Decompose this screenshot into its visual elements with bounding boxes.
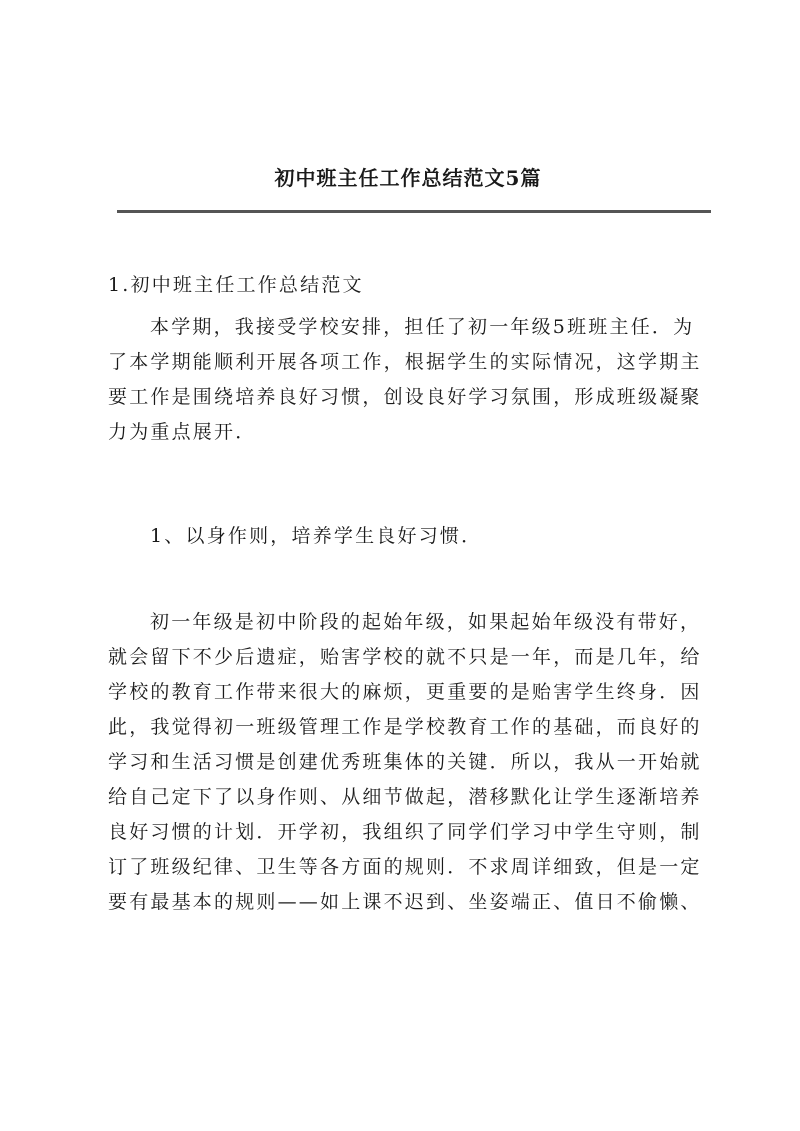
intro-paragraph [108, 310, 708, 450]
paragraph-line: 此，我觉得初一班级管理工作是学校教育工作的基础，而良好的 [108, 716, 702, 738]
paragraph-line: 学校的教育工作带来很大的麻烦，更重要的是贻害学生终身．因 [108, 681, 702, 703]
paragraph-line: 就会留下不少后遗症，贻害学校的就不只是一年，而是几年，给 [108, 646, 702, 668]
paragraph-line: 学习和生活习惯是创建优秀班集体的关键．所以，我从一开始就 [108, 751, 702, 773]
paragraph-line: 初一年级是初中阶段的起始年级，如果起始年级没有带好， [150, 611, 702, 633]
point-heading-text: 1、以身作则，培养学生良好习惯． [150, 525, 483, 547]
body-paragraph [108, 605, 708, 920]
paragraph-line: 订了班级纪律、卫生等各方面的规则．不求周详细致，但是一定 [108, 856, 702, 878]
paragraph-line: 要有最基本的规则——如上课不迟到、坐姿端正、值日不偷懒、 [108, 891, 702, 913]
paragraph-line: 力为重点展开． [108, 421, 257, 443]
section-heading [108, 268, 708, 303]
document-title: 初中班主任工作总结范文5篇 [274, 166, 542, 190]
title-underline [117, 210, 711, 213]
paragraph-line: 良好习惯的计划．开学初，我组织了同学们学习中学生守则，制 [108, 821, 702, 843]
paragraph-line: 要工作是围绕培养良好习惯，创设良好学习氛围，形成班级凝聚 [108, 386, 702, 408]
point-heading [108, 519, 708, 554]
paragraph-line: 本学期，我接受学校安排，担任了初一年级5班班主任．为 [150, 316, 695, 338]
paragraph-line: 了本学期能顺利开展各项工作，根据学生的实际情况，这学期主 [108, 351, 702, 373]
paragraph-line: 给自己定下了以身作则、从细节做起，潜移默化让学生逐渐培养 [108, 786, 702, 808]
section-heading-text: 1.初中班主任工作总结范文 [108, 274, 364, 296]
